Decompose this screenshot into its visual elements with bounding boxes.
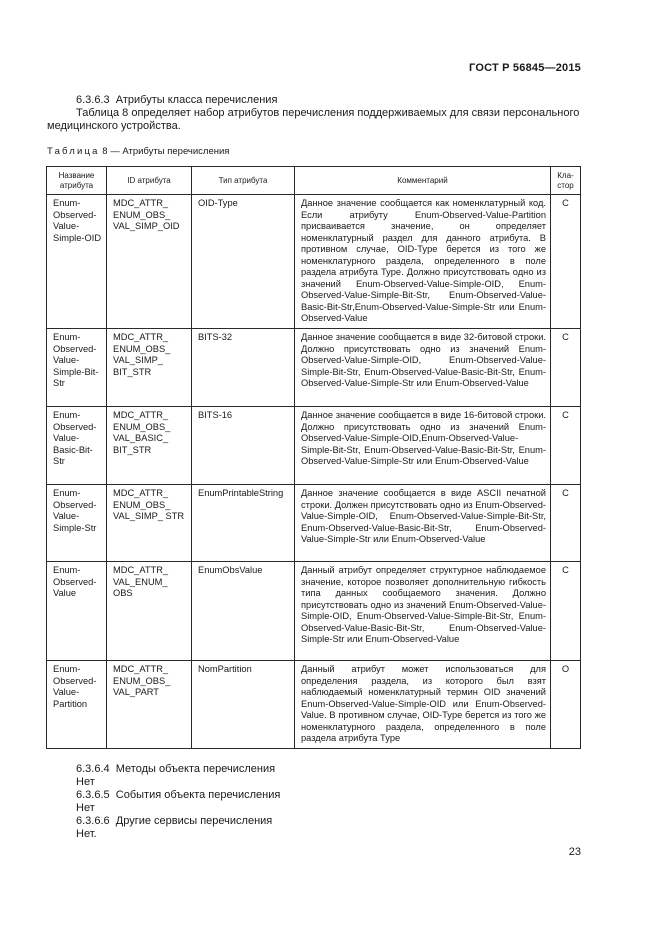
attribute-qualifier: O xyxy=(551,661,581,749)
header-qualifier: Клa-стор xyxy=(551,167,581,195)
section-number: 6.3.6.3 xyxy=(76,94,110,106)
table-caption-prefix: Таблица xyxy=(47,146,100,157)
header-comment: Комментарий xyxy=(295,167,551,195)
attribute-name: Enum-Observed-Value-Partition xyxy=(47,661,107,749)
attribute-type: EnumObsValue xyxy=(192,562,295,661)
document-code: ГОСТ Р 56845—2015 xyxy=(469,62,581,74)
intro-paragraph: Таблица 8 определяет набор атрибутов перечисления поддерживаемых для связи персонального медицинского устройства. xyxy=(47,107,580,132)
section-title: Методы объекта перечисления xyxy=(115,763,276,775)
attribute-name: Enum-Observed-Value-Simple-OID xyxy=(47,195,107,329)
attribute-id: MDC_ATTR_ ENUM_OBS_ VAL_PART xyxy=(107,661,192,749)
attribute-qualifier: C xyxy=(551,195,581,329)
attribute-comment: Данное значение сообщается в виде ASCII печатной строки. Должен присутствовать одно из Enum-Observed-Value-Simple-OID, Enum-Observed-Value-Simple-Bit-Str, Enum-Observed-Value-Basic-Bit-Str, Enum-Observed-Value-Simple-Str или Enum-Observed-Value xyxy=(295,485,551,562)
section-number: 6.3.6.4 xyxy=(76,763,110,775)
attribute-comment: Данный атрибут определяет структурное наблюдаемое значение, которое позволяет дополнительную гибкость типа данных сообщаемого значения. Должно присутствовать одно из значений Enum-Observed-Value-Simple-OID, Enum-Observed-Value-Simple-Bit-Str, Enum-Observed-Value-Basic-Bit-Str, Enum-Observed-Value-Simple-Str или Enum-Observed-Value xyxy=(295,562,551,661)
attribute-comment: Данное значение сообщается как номенклатурный код. Если атрибуту Enum-Observed-Value-Partition присваивается значение, он определяет номенклатурный раздел для данного атрибута. В противном случае, OID-Type берется из того же номенклатурного раздела, определенного в поле раздела атрибута Type. Должно присутствовать одно из значений Enum-Observed-Value-Simple-OID, Enum-Observed-Value-Simple-Bit-Str, Enum-Observed-Value-Basic-Bit-Str,Enum-Observed-Value-Simple-Str или Enum-Observed-Value xyxy=(295,195,551,329)
attribute-comment: Данное значение сообщается в виде 32-битовой строки. Должно присутствовать одно из значений Enum-Observed-Value-Simple-OID, Enum-Observed-Value-Simple-Bit-Str, Enum-Observed-Value-Basic-Bit-Str, Enum-Observed-Value-Simple-Str или Enum-Observed-Value xyxy=(295,329,551,407)
section-heading-6-3-6-5 xyxy=(76,789,280,802)
attribute-comment: Данное значение сообщается в виде 16-битовой строки. Должно присутствовать одно из значений Enum-Observed-Value-Simple-OID,Enum-Observed-Value-Simple-Bit-Str, Enum-Observed-Value-Basic-Bit-Str, Enum-Observed-Value-Simple-Str или Enum-Observed-Value xyxy=(295,407,551,485)
section-heading-6-3-6-3 xyxy=(76,94,277,107)
section-body: Нет xyxy=(76,776,95,788)
attribute-comment: Данный атрибут может использоваться для определения раздела, из которого был взят наблюдаемый номенклатурный термин OID значений Enum-Observed-Value-Simple-OID или Enum-Observed-Value. В противном случае, OID-Type берется из того же номенклатурного раздела, определенного в поле раздела атрибута Type xyxy=(295,661,551,749)
attribute-id: MDC_ATTR_ ENUM_OBS_ VAL_SIMP_ STR xyxy=(107,485,192,562)
table-header-row xyxy=(47,167,581,195)
table-caption xyxy=(47,146,229,157)
attribute-qualifier: C xyxy=(551,562,581,661)
attribute-id: MDC_ATTR_ ENUM_OBS_ VAL_SIMP_ BIT_STR xyxy=(107,329,192,407)
attribute-qualifier: C xyxy=(551,485,581,562)
header-id: ID атрибута xyxy=(107,167,192,195)
section-body: Нет xyxy=(76,802,95,814)
section-body: Нет. xyxy=(76,828,97,840)
section-number: 6.3.6.6 xyxy=(76,815,110,827)
attribute-name: Enum-Observed-Value-Simple-Bit-Str xyxy=(47,329,107,407)
attribute-name: Enum-Observed-Value xyxy=(47,562,107,661)
table-row xyxy=(47,407,581,485)
header-type: Тип атрибута xyxy=(192,167,295,195)
table-caption-text: 8 — Атрибуты перечисления xyxy=(99,146,230,157)
attribute-type: BITS-32 xyxy=(192,329,295,407)
section-number: 6.3.6.5 xyxy=(76,789,110,801)
attribute-qualifier: C xyxy=(551,329,581,407)
attribute-type: NomPartition xyxy=(192,661,295,749)
section-title: Атрибуты класса перечисления xyxy=(115,94,278,106)
attribute-type: EnumPrintableString xyxy=(192,485,295,562)
attribute-id: MDC_ATTR_ ENUM_OBS_ VAL_SIMP_OID xyxy=(107,195,192,329)
attribute-type: BITS-16 xyxy=(192,407,295,485)
table-row xyxy=(47,661,581,749)
attribute-id: MDC_ATTR_ VAL_ENUM_ OBS xyxy=(107,562,192,661)
table-row xyxy=(47,485,581,562)
table-row xyxy=(47,329,581,407)
attribute-name: Enum-Observed-Value-Simple-Str xyxy=(47,485,107,562)
attribute-id: MDC_ATTR_ ENUM_OBS_ VAL_BASIC_ BIT_STR xyxy=(107,407,192,485)
attribute-type: OID-Type xyxy=(192,195,295,329)
section-title: Другие сервисы перечисления xyxy=(115,815,273,827)
attribute-qualifier: C xyxy=(551,407,581,485)
section-title: События объекта перечисления xyxy=(115,789,281,801)
section-heading-6-3-6-6 xyxy=(76,815,272,828)
header-name: Название атрибута xyxy=(47,167,107,195)
table-row xyxy=(47,195,581,329)
page-number: 23 xyxy=(568,846,581,858)
table-row xyxy=(47,562,581,661)
section-heading-6-3-6-4 xyxy=(76,763,275,776)
attribute-name: Enum-Observed-Value-Basic-Bit-Str xyxy=(47,407,107,485)
attributes-table xyxy=(46,166,581,749)
